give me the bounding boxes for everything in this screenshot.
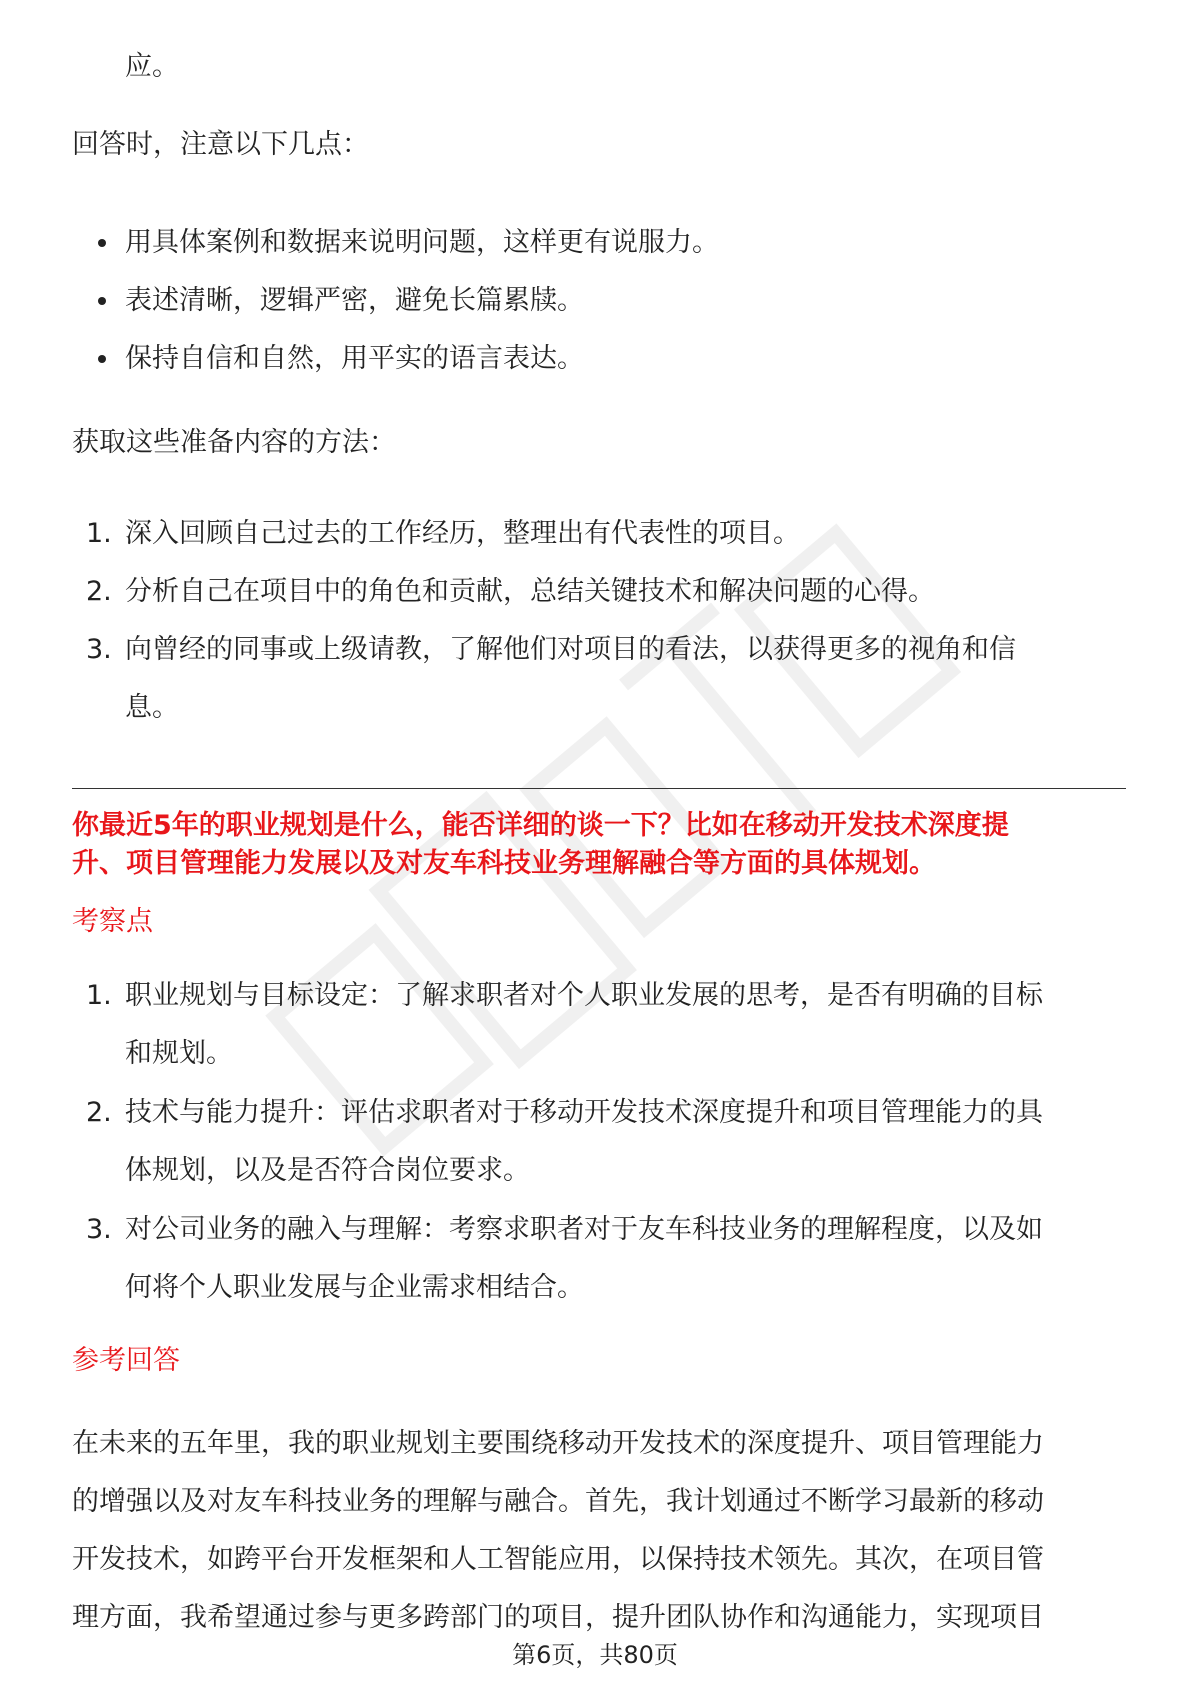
list-number: 3. — [86, 634, 112, 665]
answer-line: 开发技术，如跨平台开发框架和人工智能应用，以保持技术领先。其次，在项目管 — [72, 1544, 1044, 1575]
method-item: 深入回顾自己过去的工作经历，整理出有代表性的项目。 — [125, 518, 800, 549]
method-item: 向曾经的同事或上级请教，了解他们对项目的看法，以获得更多的视角和信 — [125, 634, 1016, 665]
answer-line: 在未来的五年里，我的职业规划主要围绕移动开发技术的深度提升、项目管理能力 — [72, 1428, 1044, 1459]
focus-point-continuation: 体规划，以及是否符合岗位要求。 — [125, 1155, 530, 1186]
focus-point-continuation: 和规划。 — [125, 1038, 233, 1069]
bullet-dot — [98, 297, 106, 305]
focus-point: 职业规划与目标设定：了解求职者对个人职业发展的思考，是否有明确的目标 — [125, 980, 1043, 1011]
tip-item: 表述清晰，逻辑严密，避免长篇累牍。 — [125, 285, 584, 316]
bullet-dot — [98, 355, 106, 363]
list-number: 1. — [86, 518, 112, 549]
section-divider — [72, 788, 1126, 789]
tip-item: 保持自信和自然，用平实的语言表达。 — [125, 343, 584, 374]
tips-heading: 回答时，注意以下几点： — [72, 129, 369, 160]
method-item-continuation: 息。 — [125, 692, 179, 723]
list-number: 2. — [86, 1097, 112, 1128]
methods-heading: 获取这些准备内容的方法： — [72, 427, 396, 458]
focus-heading: 考察点 — [72, 906, 153, 937]
question-line-2: 升、项目管理能力发展以及对友车科技业务理解融合等方面的具体规划。 — [72, 848, 936, 879]
method-item: 分析自己在项目中的角色和贡献，总结关键技术和解决问题的心得。 — [125, 576, 935, 607]
page-footer: 第6页，共80页 — [512, 1641, 678, 1669]
bullet-dot — [98, 239, 106, 247]
question-line-1: 你最近5年的职业规划是什么，能否详细的谈一下？比如在移动开发技术深度提 — [72, 810, 1009, 841]
focus-point-continuation: 何将个人职业发展与企业需求相结合。 — [125, 1272, 584, 1303]
answer-line: 的增强以及对友车科技业务的理解与融合。首先，我计划通过不断学习最新的移动 — [72, 1486, 1044, 1517]
list-number: 2. — [86, 576, 112, 607]
answer-heading: 参考回答 — [72, 1345, 180, 1376]
list-number: 3. — [86, 1214, 112, 1245]
tip-item: 用具体案例和数据来说明问题，这样更有说服力。 — [125, 227, 719, 258]
answer-line: 理方面，我希望通过参与更多跨部门的项目，提升团队协作和沟通能力，实现项目 — [72, 1602, 1044, 1633]
focus-point: 技术与能力提升：评估求职者对于移动开发技术深度提升和项目管理能力的具 — [125, 1097, 1043, 1128]
focus-point: 对公司业务的融入与理解：考察求职者对于友车科技业务的理解程度，以及如 — [125, 1214, 1043, 1245]
intro-tail-text: 应。 — [125, 51, 179, 82]
list-number: 1. — [86, 980, 112, 1011]
